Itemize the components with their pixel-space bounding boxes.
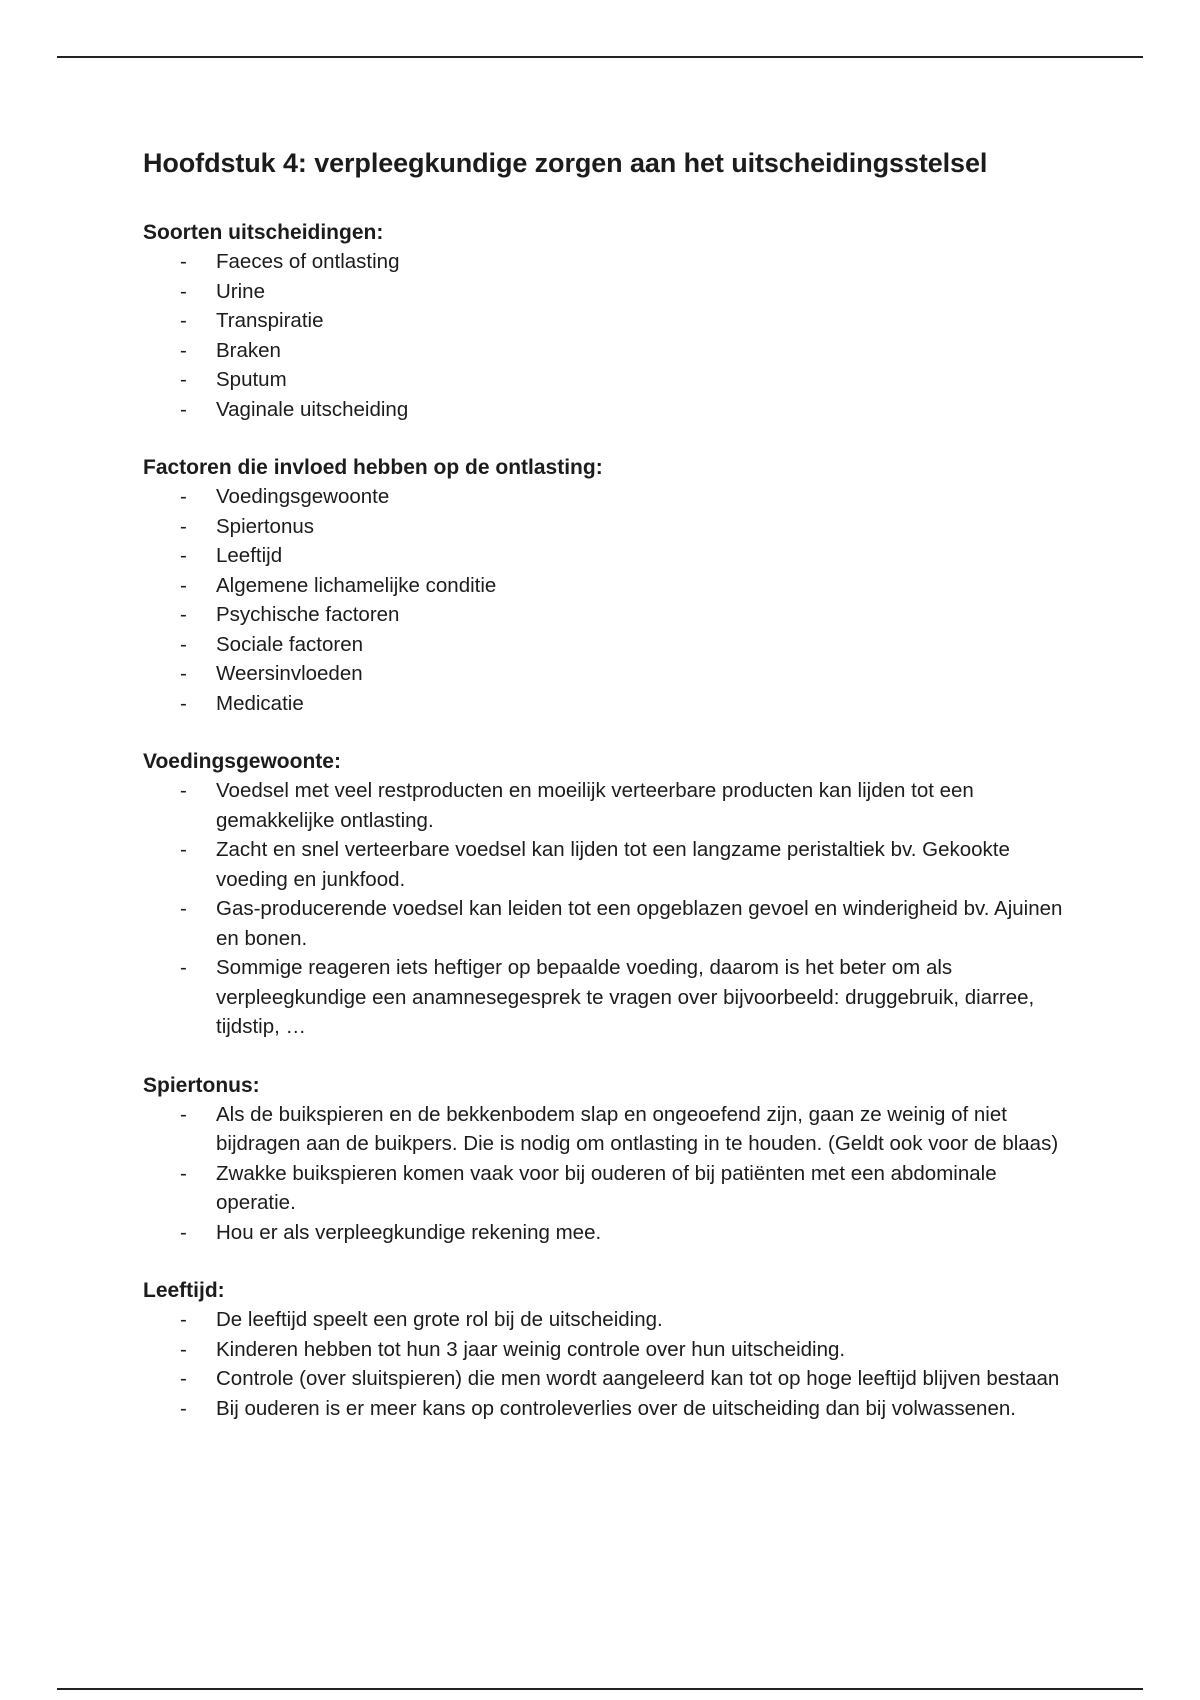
bullet-dash: - xyxy=(180,1337,187,1361)
section-soorten-uitscheidingen xyxy=(143,218,1073,424)
document-body xyxy=(143,143,1073,1452)
bullet-dash: - xyxy=(180,662,187,685)
bullet-list xyxy=(143,1305,1073,1423)
list-item-text: Transpiratie xyxy=(216,309,324,332)
list-item xyxy=(143,894,1073,953)
bullet-dash: - xyxy=(180,956,187,979)
section-heading: Leeftijd: xyxy=(143,1279,225,1302)
bullet-dash: - xyxy=(180,514,187,538)
bullet-dash: - xyxy=(180,632,187,656)
list-item-text: Medicatie xyxy=(216,691,304,715)
bullet-dash: - xyxy=(180,897,187,920)
page-title: Hoofdstuk 4: verpleegkundige zorgen aan het uitscheidingsstelsel xyxy=(143,148,988,178)
list-item xyxy=(143,571,1073,601)
footer-rule xyxy=(57,1688,1143,1690)
bullet-dash: - xyxy=(180,1308,187,1331)
section-leeftijd xyxy=(143,1276,1073,1423)
bullet-dash: - xyxy=(180,779,187,802)
bullet-dash: - xyxy=(180,838,187,861)
list-item xyxy=(143,1394,1073,1424)
bullet-dash: - xyxy=(180,603,187,626)
bullet-dash: - xyxy=(180,1220,187,1244)
bullet-dash: - xyxy=(180,397,187,421)
bullet-dash: - xyxy=(180,573,187,597)
list-item xyxy=(143,1364,1073,1394)
bullet-dash: - xyxy=(180,279,187,303)
list-item-text: Voedsel met veel restproducten en moeilijk verteerbare producten kan lijden tot een gemakkelijke ontlasting. xyxy=(216,779,974,832)
bullet-dash: - xyxy=(180,1102,187,1126)
list-item xyxy=(143,1159,1073,1218)
list-item xyxy=(143,395,1073,425)
section-heading: Factoren die invloed hebben op de ontlasting: xyxy=(143,456,603,479)
list-item xyxy=(143,776,1073,835)
list-item xyxy=(143,1218,1073,1248)
bullet-dash: - xyxy=(180,368,187,391)
list-item-text: Bij ouderen is er meer kans op controleverlies over de uitscheiding dan bij volwassenen. xyxy=(216,1396,1016,1420)
section-heading: Soorten uitscheidingen: xyxy=(143,221,384,244)
header-rule xyxy=(57,56,1143,58)
list-item xyxy=(143,306,1073,336)
list-item-text: Spiertonus xyxy=(216,514,315,538)
list-item-text: Zwakke buikspieren komen vaak voor bij ouderen of bij patiënten met een abdominale operatie. xyxy=(216,1161,997,1214)
list-item-text: Urine xyxy=(216,279,265,303)
list-item xyxy=(143,247,1073,277)
list-item xyxy=(143,630,1073,660)
bullet-dash: - xyxy=(180,1367,187,1390)
list-item xyxy=(143,336,1073,366)
list-item xyxy=(143,1100,1073,1159)
list-item-text: Psychische factoren xyxy=(216,603,400,626)
list-item xyxy=(143,541,1073,571)
list-item xyxy=(143,953,1073,1042)
bullet-dash: - xyxy=(180,691,187,715)
section-heading: Spiertonus: xyxy=(143,1073,260,1097)
list-item-text: Zacht en snel verteerbare voedsel kan lijden tot een langzame peristaltiek bv. Gekookte voeding en junkfood. xyxy=(216,838,1010,891)
list-item xyxy=(143,689,1073,719)
bullet-list xyxy=(143,482,1073,718)
bullet-dash: - xyxy=(180,544,187,567)
bullet-dash: - xyxy=(180,1161,187,1185)
section-spiertonus xyxy=(143,1071,1073,1248)
section-voedingsgewoonte xyxy=(143,747,1073,1042)
bullet-list xyxy=(143,1100,1073,1248)
list-item xyxy=(143,1305,1073,1335)
list-item xyxy=(143,600,1073,630)
bullet-dash: - xyxy=(180,250,187,273)
list-item xyxy=(143,365,1073,395)
list-item xyxy=(143,277,1073,307)
bullet-dash: - xyxy=(180,1396,187,1420)
list-item-text: Vaginale uitscheiding xyxy=(216,397,409,421)
list-item-text: De leeftijd speelt een grote rol bij de uitscheiding. xyxy=(216,1308,663,1331)
bullet-dash: - xyxy=(180,338,187,362)
bullet-dash: - xyxy=(180,309,187,332)
list-item-text: Kinderen hebben tot hun 3 jaar weinig controle over hun uitscheiding. xyxy=(216,1337,846,1361)
list-item-text: Sputum xyxy=(216,368,287,391)
bullet-list xyxy=(143,776,1073,1042)
list-item-text: Weersinvloeden xyxy=(216,662,363,685)
list-item xyxy=(143,512,1073,542)
list-item-text: Als de buikspieren en de bekkenbodem slap en ongeoefend zijn, gaan ze weinig of niet bijdragen aan de buikpers. Die is nodig om ontlasting in te houden. (Geldt ook voor de blaas) xyxy=(216,1102,1059,1155)
list-item-text: Gas-producerende voedsel kan leiden tot een opgeblazen gevoel en winderigheid bv. Ajuinen en bonen. xyxy=(216,897,1063,950)
list-item-text: Leeftijd xyxy=(216,544,283,567)
list-item-text: Controle (over sluitspieren) die men wordt aangeleerd kan tot op hoge leeftijd blijven bestaan xyxy=(216,1367,1060,1390)
list-item-text: Sommige reageren iets heftiger op bepaalde voeding, daarom is het beter om als verpleegkundige een anamnesegesprek te vragen over bijvoorbeeld: druggebruik, diarree, tijdstip, … xyxy=(216,956,1035,1038)
list-item xyxy=(143,1335,1073,1365)
list-item-text: Sociale factoren xyxy=(216,632,364,656)
list-item xyxy=(143,482,1073,512)
section-factoren-ontlasting xyxy=(143,453,1073,718)
bullet-list xyxy=(143,247,1073,424)
list-item xyxy=(143,835,1073,894)
list-item-text: Faeces of ontlasting xyxy=(216,250,400,273)
list-item-text: Voedingsgewoonte xyxy=(216,485,390,508)
list-item-text: Braken xyxy=(216,338,281,362)
section-heading: Voedingsgewoonte: xyxy=(143,750,341,773)
list-item-text: Hou er als verpleegkundige rekening mee. xyxy=(216,1220,602,1244)
list-item-text: Algemene lichamelijke conditie xyxy=(216,573,497,597)
bullet-dash: - xyxy=(180,485,187,508)
list-item xyxy=(143,659,1073,689)
